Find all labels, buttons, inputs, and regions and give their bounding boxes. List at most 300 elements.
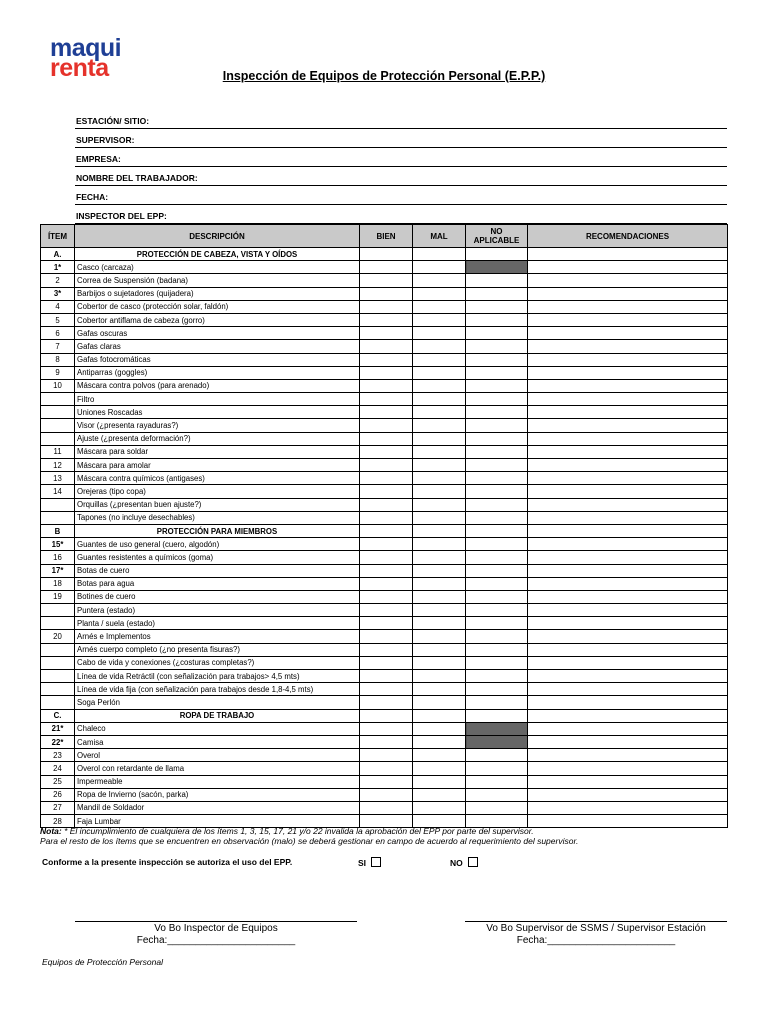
recomendaciones-cell[interactable] <box>528 287 728 300</box>
no-aplicable-cell[interactable] <box>466 379 528 392</box>
recomendaciones-cell[interactable] <box>528 564 728 577</box>
field-label: NOMBRE DEL TRABAJADOR: <box>76 173 198 183</box>
bien-cell[interactable] <box>360 511 413 524</box>
si-checkbox[interactable] <box>371 857 381 867</box>
mal-cell[interactable] <box>413 366 466 379</box>
no-aplicable-cell[interactable] <box>466 630 528 643</box>
field-inspector[interactable] <box>75 206 727 224</box>
mal-cell[interactable] <box>413 617 466 630</box>
table-row <box>41 379 728 392</box>
recomendaciones-cell[interactable] <box>528 696 728 709</box>
item-number <box>41 617 75 630</box>
table-row <box>41 551 728 564</box>
bien-cell[interactable] <box>360 775 413 788</box>
recomendaciones-cell[interactable] <box>528 274 728 287</box>
table-row <box>41 511 728 524</box>
table-row <box>41 643 728 656</box>
mal-cell[interactable] <box>413 630 466 643</box>
item-number <box>41 419 75 432</box>
bien-cell[interactable] <box>360 604 413 617</box>
no-aplicable-cell[interactable] <box>466 551 528 564</box>
table-row <box>41 432 728 445</box>
mal-cell[interactable] <box>413 274 466 287</box>
bien-cell[interactable] <box>360 419 413 432</box>
table-row <box>41 366 728 379</box>
recomendaciones-cell[interactable] <box>528 366 728 379</box>
item-description: Visor (¿presenta rayaduras?) <box>75 419 360 432</box>
recomendaciones-cell[interactable] <box>528 722 728 735</box>
table-row <box>41 670 728 683</box>
signature-inspector <box>75 921 357 947</box>
mal-cell[interactable] <box>413 788 466 801</box>
mal-cell[interactable] <box>413 379 466 392</box>
no-aplicable-cell <box>466 524 528 537</box>
item-number: 15* <box>41 538 75 551</box>
bien-cell[interactable] <box>360 274 413 287</box>
item-description: Guantes de uso general (cuero, algodón) <box>75 538 360 551</box>
no-aplicable-cell[interactable] <box>466 604 528 617</box>
table-header-row <box>41 225 728 248</box>
item-number: B <box>41 524 75 537</box>
mal-cell[interactable] <box>413 551 466 564</box>
table-row <box>41 445 728 458</box>
no-aplicable-cell[interactable] <box>466 590 528 603</box>
bien-cell[interactable] <box>360 393 413 406</box>
si-option <box>358 857 381 868</box>
mal-cell[interactable] <box>413 722 466 735</box>
section-title: ROPA DE TRABAJO <box>75 709 360 722</box>
no-aplicable-cell[interactable] <box>466 432 528 445</box>
item-number: C. <box>41 709 75 722</box>
recomendaciones-cell[interactable] <box>528 498 728 511</box>
mal-cell[interactable] <box>413 353 466 366</box>
mal-cell[interactable] <box>413 432 466 445</box>
mal-cell[interactable] <box>413 643 466 656</box>
table-row <box>41 788 728 801</box>
bien-cell[interactable] <box>360 762 413 775</box>
footer-text: Equipos de Protección Personal <box>42 957 163 967</box>
recomendaciones-cell[interactable] <box>528 801 728 814</box>
item-number <box>41 511 75 524</box>
bien-cell[interactable] <box>360 749 413 762</box>
recomendaciones-cell[interactable] <box>528 775 728 788</box>
item-description: Ropa de Invierno (sacón, parka) <box>75 788 360 801</box>
signature-supervisor-title: Vo Bo Supervisor de SSMS / Supervisor Estación <box>486 923 706 934</box>
recomendaciones-cell[interactable] <box>528 459 728 472</box>
mal-cell[interactable] <box>413 735 466 748</box>
table-row <box>41 735 728 748</box>
bien-cell[interactable] <box>360 801 413 814</box>
bien-cell[interactable] <box>360 432 413 445</box>
item-number <box>41 406 75 419</box>
no-aplicable-cell[interactable] <box>466 801 528 814</box>
recomendaciones-cell[interactable] <box>528 379 728 392</box>
note-line-2: Para el resto de los ítems que se encuentren en observación (malo) se deberá gestionar en campo de acuerdo al requerimiento del supervisor. <box>40 836 579 846</box>
item-number: 23 <box>41 749 75 762</box>
recomendaciones-cell[interactable] <box>528 683 728 696</box>
header-na-line1: NO <box>490 227 503 236</box>
item-description: Planta / suela (estado) <box>75 617 360 630</box>
mal-cell[interactable] <box>413 749 466 762</box>
item-number: 25 <box>41 775 75 788</box>
table-row <box>41 590 728 603</box>
mal-cell[interactable] <box>413 485 466 498</box>
item-number: 21* <box>41 722 75 735</box>
recomendaciones-cell[interactable] <box>528 735 728 748</box>
bien-cell[interactable] <box>360 722 413 735</box>
table-row <box>41 459 728 472</box>
item-description: Botines de cuero <box>75 590 360 603</box>
mal-cell[interactable] <box>413 287 466 300</box>
section-row <box>41 248 728 261</box>
recomendaciones-cell[interactable] <box>528 419 728 432</box>
bien-cell[interactable] <box>360 472 413 485</box>
item-number: 13 <box>41 472 75 485</box>
item-number <box>41 683 75 696</box>
item-description: Arnés cuerpo completo (¿no presenta fisuras?) <box>75 643 360 656</box>
table-row <box>41 300 728 313</box>
header-bien: BIEN <box>360 225 413 248</box>
no-aplicable-cell[interactable] <box>466 472 528 485</box>
table-row <box>41 577 728 590</box>
bien-cell[interactable] <box>360 551 413 564</box>
item-number: 4 <box>41 300 75 313</box>
item-number: 27 <box>41 801 75 814</box>
bien-cell[interactable] <box>360 300 413 313</box>
mal-cell[interactable] <box>413 775 466 788</box>
mal-cell[interactable] <box>413 577 466 590</box>
conforme-text: Conforme a la presente inspección se autoriza el uso del EPP. <box>42 857 293 867</box>
item-description: Arnés e Implementos <box>75 630 360 643</box>
no-aplicable-cell <box>466 248 528 261</box>
item-number: 24 <box>41 762 75 775</box>
bien-cell <box>360 709 413 722</box>
bien-cell[interactable] <box>360 670 413 683</box>
item-description: Cabo de vida y conexiones (¿costuras completas?) <box>75 656 360 669</box>
bien-cell[interactable] <box>360 630 413 643</box>
no-aplicable-cell[interactable] <box>466 340 528 353</box>
mal-cell[interactable] <box>413 419 466 432</box>
no-label: NO <box>450 858 463 868</box>
field-estacion[interactable] <box>75 111 727 129</box>
item-number: 28 <box>41 815 75 828</box>
bien-cell[interactable] <box>360 643 413 656</box>
mal-cell[interactable] <box>413 340 466 353</box>
no-aplicable-cell[interactable] <box>466 393 528 406</box>
table-row <box>41 353 728 366</box>
field-label: SUPERVISOR: <box>76 135 135 145</box>
item-description: Orquillas (¿presentan buen ajuste?) <box>75 498 360 511</box>
logo-line-1: maqui <box>50 34 122 62</box>
recomendaciones-cell[interactable] <box>528 617 728 630</box>
mal-cell[interactable] <box>413 261 466 274</box>
item-description: Ajuste (¿presenta deformación?) <box>75 432 360 445</box>
no-aplicable-cell[interactable] <box>466 670 528 683</box>
recomendaciones-cell[interactable] <box>528 393 728 406</box>
bien-cell[interactable] <box>360 683 413 696</box>
field-label: EMPRESA: <box>76 154 121 164</box>
mal-cell[interactable] <box>413 498 466 511</box>
table-row <box>41 538 728 551</box>
recomendaciones-cell <box>528 248 728 261</box>
no-aplicable-cell[interactable] <box>466 564 528 577</box>
recomendaciones-cell[interactable] <box>528 788 728 801</box>
bien-cell[interactable] <box>360 287 413 300</box>
no-aplicable-cell[interactable] <box>466 261 528 274</box>
no-aplicable-cell[interactable] <box>466 287 528 300</box>
recomendaciones-cell[interactable] <box>528 749 728 762</box>
item-description: Máscara para soldar <box>75 445 360 458</box>
item-number: 6 <box>41 327 75 340</box>
no-aplicable-cell[interactable] <box>466 656 528 669</box>
item-description: Mandil de Soldador <box>75 801 360 814</box>
item-description: Camisa <box>75 735 360 748</box>
recomendaciones-cell[interactable] <box>528 551 728 564</box>
recomendaciones-cell <box>528 709 728 722</box>
recomendaciones-cell[interactable] <box>528 511 728 524</box>
bien-cell[interactable] <box>360 340 413 353</box>
bien-cell[interactable] <box>360 498 413 511</box>
recomendaciones-cell[interactable] <box>528 353 728 366</box>
item-number <box>41 696 75 709</box>
item-number <box>41 604 75 617</box>
recomendaciones-cell[interactable] <box>528 485 728 498</box>
no-aplicable-cell <box>466 709 528 722</box>
no-aplicable-cell[interactable] <box>466 300 528 313</box>
no-aplicable-cell[interactable] <box>466 511 528 524</box>
no-aplicable-cell[interactable] <box>466 538 528 551</box>
item-description: Correa de Suspensión (badana) <box>75 274 360 287</box>
signature-supervisor <box>465 921 727 947</box>
item-description: Soga Perlón <box>75 696 360 709</box>
section-title: PROTECCIÓN PARA MIEMBROS <box>75 524 360 537</box>
no-aplicable-cell[interactable] <box>466 406 528 419</box>
item-number: 19 <box>41 590 75 603</box>
item-description: Puntera (estado) <box>75 604 360 617</box>
recomendaciones-cell[interactable] <box>528 538 728 551</box>
recomendaciones-cell[interactable] <box>528 300 728 313</box>
bien-cell[interactable] <box>360 577 413 590</box>
field-supervisor[interactable] <box>75 130 727 148</box>
recomendaciones-cell[interactable] <box>528 630 728 643</box>
bien-cell[interactable] <box>360 379 413 392</box>
mal-cell[interactable] <box>413 604 466 617</box>
recomendaciones-cell[interactable] <box>528 643 728 656</box>
mal-cell[interactable] <box>413 445 466 458</box>
recomendaciones-cell <box>528 524 728 537</box>
no-aplicable-cell[interactable] <box>466 327 528 340</box>
item-number: 12 <box>41 459 75 472</box>
no-aplicable-cell[interactable] <box>466 445 528 458</box>
mal-cell[interactable] <box>413 313 466 326</box>
item-description: Filtro <box>75 393 360 406</box>
table-row <box>41 749 728 762</box>
no-aplicable-cell[interactable] <box>466 577 528 590</box>
no-aplicable-cell[interactable] <box>466 788 528 801</box>
mal-cell[interactable] <box>413 590 466 603</box>
header-recomendaciones: RECOMENDACIONES <box>528 225 728 248</box>
no-aplicable-cell[interactable] <box>466 643 528 656</box>
header-no-aplicable <box>466 225 528 248</box>
table-row <box>41 393 728 406</box>
field-nombre-trabajador[interactable] <box>75 168 727 186</box>
item-description: Gafas fotocromáticas <box>75 353 360 366</box>
item-description: Botas de cuero <box>75 564 360 577</box>
mal-cell[interactable] <box>413 564 466 577</box>
no-aplicable-cell[interactable] <box>466 775 528 788</box>
field-fecha[interactable] <box>75 187 727 205</box>
item-number: 26 <box>41 788 75 801</box>
bien-cell[interactable] <box>360 735 413 748</box>
bien-cell[interactable] <box>360 590 413 603</box>
recomendaciones-cell[interactable] <box>528 590 728 603</box>
mal-cell[interactable] <box>413 538 466 551</box>
item-description: Tapones (no incluye desechables) <box>75 511 360 524</box>
note-label: Nota: <box>40 826 62 836</box>
recomendaciones-cell[interactable] <box>528 327 728 340</box>
item-number: 1* <box>41 261 75 274</box>
item-description: Botas para agua <box>75 577 360 590</box>
no-option <box>450 857 478 868</box>
mal-cell[interactable] <box>413 696 466 709</box>
no-aplicable-cell[interactable] <box>466 485 528 498</box>
item-description: Línea de vida Retráctil (con señalización para trabajos> 4,5 mts) <box>75 670 360 683</box>
mal-cell[interactable] <box>413 406 466 419</box>
recomendaciones-cell[interactable] <box>528 445 728 458</box>
no-aplicable-cell[interactable] <box>466 274 528 287</box>
no-aplicable-cell[interactable] <box>466 419 528 432</box>
table-row <box>41 485 728 498</box>
inspection-table <box>40 224 728 828</box>
no-aplicable-cell[interactable] <box>466 722 528 735</box>
recomendaciones-cell[interactable] <box>528 670 728 683</box>
item-description: Orejeras (tipo copa) <box>75 485 360 498</box>
signature-supervisor-fecha: Fecha:_______________________ <box>516 935 676 946</box>
bien-cell[interactable] <box>360 327 413 340</box>
bien-cell[interactable] <box>360 564 413 577</box>
recomendaciones-cell[interactable] <box>528 577 728 590</box>
document-title: Inspección de Equipos de Protección Personal (E.P.P.) <box>222 69 546 83</box>
header-mal: MAL <box>413 225 466 248</box>
table-row <box>41 617 728 630</box>
no-aplicable-cell[interactable] <box>466 617 528 630</box>
no-aplicable-cell[interactable] <box>466 353 528 366</box>
item-number: 11 <box>41 445 75 458</box>
item-number <box>41 393 75 406</box>
no-aplicable-cell[interactable] <box>466 696 528 709</box>
recomendaciones-cell[interactable] <box>528 313 728 326</box>
bien-cell[interactable] <box>360 696 413 709</box>
bien-cell[interactable] <box>360 538 413 551</box>
bien-cell <box>360 524 413 537</box>
mal-cell[interactable] <box>413 670 466 683</box>
mal-cell[interactable] <box>413 472 466 485</box>
item-description: Casco (carcaza) <box>75 261 360 274</box>
si-label: SI <box>358 858 367 868</box>
table-row <box>41 472 728 485</box>
table-row <box>41 722 728 735</box>
bien-cell[interactable] <box>360 313 413 326</box>
item-number <box>41 498 75 511</box>
mal-cell[interactable] <box>413 656 466 669</box>
no-aplicable-cell[interactable] <box>466 459 528 472</box>
bien-cell[interactable] <box>360 459 413 472</box>
table-row <box>41 274 728 287</box>
mal-cell[interactable] <box>413 459 466 472</box>
bien-cell[interactable] <box>360 788 413 801</box>
recomendaciones-cell[interactable] <box>528 656 728 669</box>
note <box>40 826 578 846</box>
signature-inspector-fecha: Fecha:_______________________ <box>136 935 296 946</box>
no-aplicable-cell[interactable] <box>466 498 528 511</box>
bien-cell[interactable] <box>360 261 413 274</box>
no-aplicable-cell[interactable] <box>466 735 528 748</box>
item-description: Gafas claras <box>75 340 360 353</box>
header-descripcion: DESCRIPCIÓN <box>75 225 360 248</box>
header-item: ÍTEM <box>41 225 75 248</box>
item-number <box>41 670 75 683</box>
bien-cell <box>360 248 413 261</box>
note-line-1 <box>40 826 578 836</box>
no-aplicable-cell[interactable] <box>466 313 528 326</box>
recomendaciones-cell[interactable] <box>528 340 728 353</box>
mal-cell[interactable] <box>413 801 466 814</box>
mal-cell[interactable] <box>413 327 466 340</box>
table-row <box>41 775 728 788</box>
table-row <box>41 327 728 340</box>
table-row <box>41 406 728 419</box>
recomendaciones-cell[interactable] <box>528 604 728 617</box>
mal-cell[interactable] <box>413 762 466 775</box>
no-aplicable-cell[interactable] <box>466 749 528 762</box>
bien-cell[interactable] <box>360 656 413 669</box>
no-aplicable-cell[interactable] <box>466 366 528 379</box>
bien-cell[interactable] <box>360 445 413 458</box>
no-checkbox[interactable] <box>468 857 478 867</box>
recomendaciones-cell[interactable] <box>528 261 728 274</box>
bien-cell[interactable] <box>360 353 413 366</box>
field-label: INSPECTOR DEL EPP: <box>76 211 167 221</box>
item-description: Máscara para amolar <box>75 459 360 472</box>
recomendaciones-cell[interactable] <box>528 472 728 485</box>
recomendaciones-cell[interactable] <box>528 762 728 775</box>
bien-cell[interactable] <box>360 366 413 379</box>
item-description: Guantes resistentes a químicos (goma) <box>75 551 360 564</box>
no-aplicable-cell[interactable] <box>466 762 528 775</box>
item-number: 18 <box>41 577 75 590</box>
mal-cell[interactable] <box>413 393 466 406</box>
mal-cell[interactable] <box>413 300 466 313</box>
bien-cell[interactable] <box>360 485 413 498</box>
item-description: Uniones Roscadas <box>75 406 360 419</box>
table-row <box>41 340 728 353</box>
table-row <box>41 683 728 696</box>
table-row <box>41 762 728 775</box>
field-empresa[interactable] <box>75 149 727 167</box>
item-description: Máscara contra químicos (antigases) <box>75 472 360 485</box>
item-number <box>41 656 75 669</box>
mal-cell[interactable] <box>413 511 466 524</box>
recomendaciones-cell[interactable] <box>528 406 728 419</box>
bien-cell[interactable] <box>360 617 413 630</box>
bien-cell[interactable] <box>360 406 413 419</box>
recomendaciones-cell[interactable] <box>528 432 728 445</box>
item-description: Antiparras (goggles) <box>75 366 360 379</box>
mal-cell[interactable] <box>413 683 466 696</box>
item-number: 16 <box>41 551 75 564</box>
no-aplicable-cell[interactable] <box>466 683 528 696</box>
item-number: 22* <box>41 735 75 748</box>
